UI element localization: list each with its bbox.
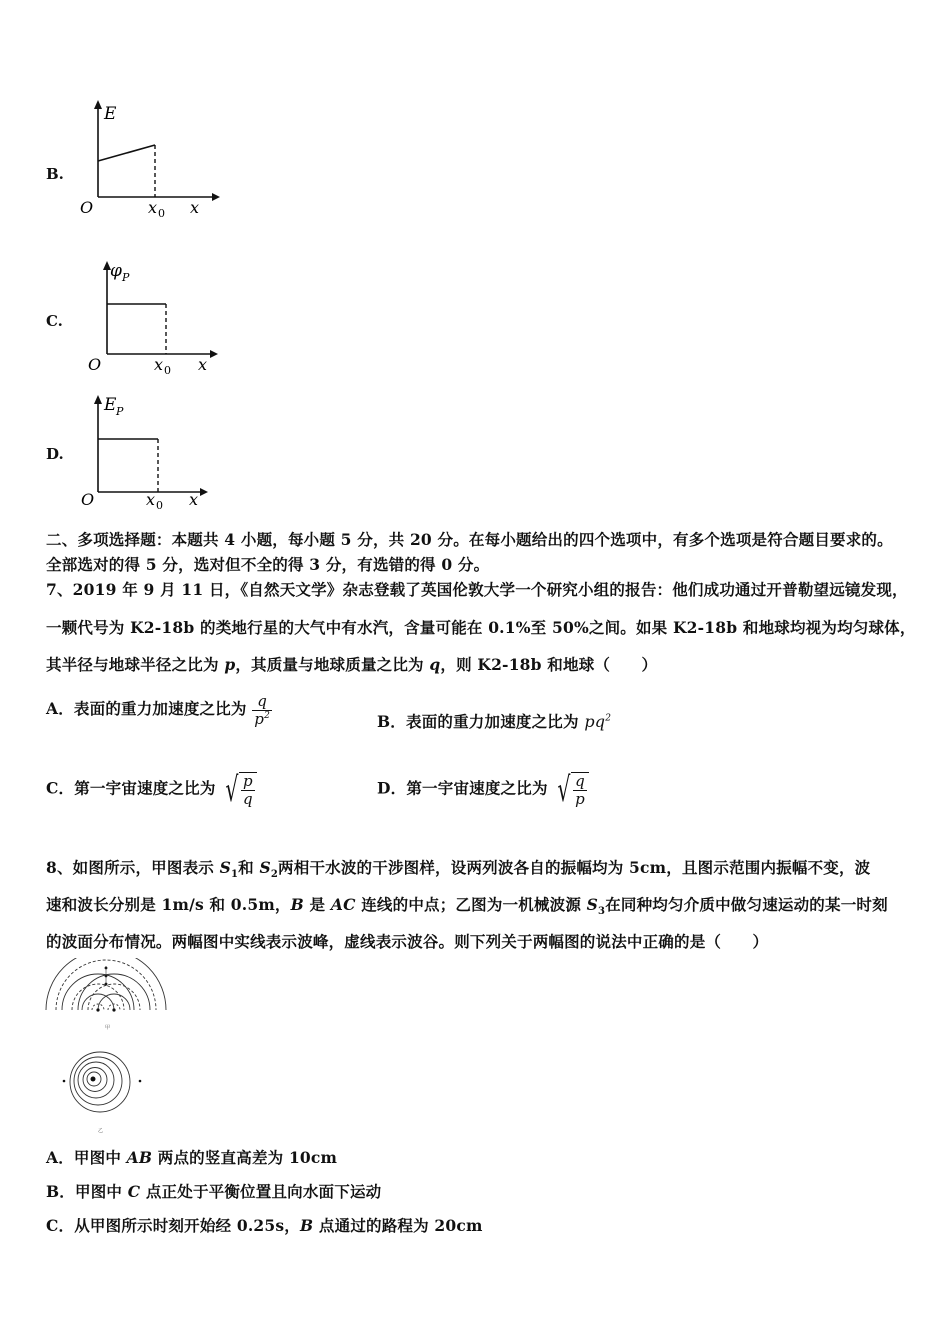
q7-option-d-sqrt: √ $\frac{q}{p}$ [553, 772, 589, 807]
graph-b-y-label: E [104, 104, 117, 124]
option-d-label: D. [46, 445, 64, 463]
graph-c-origin: O [88, 355, 102, 374]
q7-option-d[interactable]: D．第一宇宙速度之比为 √ $\frac{q}{p}$ [377, 772, 589, 807]
q7-line1: 7、2019 年 9 月 11 日，《自然天文学》杂志登载了英国伦敦大学一个研究小组的报告：他们成功通过开普勒望远镜发现， [46, 580, 908, 599]
graph-b-x-label: x [190, 198, 200, 217]
graph-d-x0-sub: 0 [156, 499, 163, 510]
graph-b-e-vs-x [72, 95, 222, 225]
graph-b-x0-sub: 0 [158, 207, 165, 220]
graph-c-x-label: x [198, 355, 208, 374]
q8-option-c[interactable]: C．从甲图所示时刻开始经 0.25s，B 点通过的路程为 20cm [46, 1216, 483, 1235]
q8-line3: 的波面分布情况。两幅图中实线表示波峰，虚线表示波谷。则下列关于两幅图的说法中正确的是（ ） [46, 932, 769, 951]
q7-option-a-fraction: $\frac{q}{p^2}$ [254, 692, 270, 728]
graph-c-y-label: φ [110, 261, 122, 281]
graph-d-y-label: E [104, 395, 117, 415]
graph-d-y-sub: P [116, 405, 124, 418]
option-c-label: C. [46, 312, 63, 330]
q8-option-a[interactable]: A．甲图中 AB 两点的竖直高差为 10cm [46, 1148, 338, 1167]
q7-line3: 其半径与地球半径之比为 p，其质量与地球质量之比为 q，则 K2-18b 和地球（ ） [46, 655, 658, 674]
q7-line2: 一颗代号为 K2-18b 的类地行星的大气中有水汽，含量可能在 0.1%至 50%之间。如果 K2-18b 和地球均视为均匀球体， [46, 618, 916, 637]
graph-d-x0: x [146, 490, 156, 509]
svg-text:乙: 乙 [98, 1128, 104, 1134]
q8-line1: 8、如图所示，甲图表示 $S_1$和 $S_2$两相干水波的干涉图样，设两列波各自的振幅均为 5cm，且图示范围内振幅不变，波 [46, 858, 871, 881]
q8-line2: 速和波长分别是 1m/s 和 0.5m，B 是 AC 连线的中点；乙图为一机械波源 $S_3$在同种均匀介质中做匀速运动的某一时刻 [46, 895, 888, 918]
section2-line2: 全部选对的得 5 分，选对但不全的得 3 分，有选错的得 0 分。 [46, 555, 490, 574]
graph-b-origin: O [80, 198, 94, 217]
graph-c-y-sub: P [122, 271, 130, 284]
graph-c-x0-sub: 0 [164, 364, 171, 376]
q7-option-a[interactable]: A．表面的重力加速度之比为 $\frac{q}{p^2}$ [46, 692, 270, 728]
section2-line1: 二、多项选择题：本题共 4 小题，每小题 5 分，共 20 分。在每小题给出的四个选项中，有多个选项是符合题目要求的。 [46, 530, 893, 549]
q7-option-c-sqrt: √ $\frac{p}{q}$ [221, 772, 257, 807]
q7-option-b[interactable]: B．表面的重力加速度之比为 $pq^2$ [377, 712, 612, 731]
graph-d-ep-vs-x [72, 388, 222, 510]
graph-d-x-label: x [189, 490, 199, 509]
graph-c-x0: x [154, 355, 164, 374]
svg-text:甲: 甲 [105, 1025, 111, 1030]
moving-source-figure [58, 1044, 158, 1134]
option-b-label: B. [46, 165, 64, 183]
q8-option-b[interactable]: B．甲图中 C 点正处于平衡位置且向水面下运动 [46, 1182, 382, 1201]
graph-b-x0: x [148, 198, 158, 217]
graph-d-origin: O [81, 490, 95, 509]
interference-figure [44, 958, 179, 1030]
graph-c-phi-vs-x [80, 254, 225, 376]
q7-option-c[interactable]: C．第一宇宙速度之比为 √ $\frac{p}{q}$ [46, 772, 257, 807]
